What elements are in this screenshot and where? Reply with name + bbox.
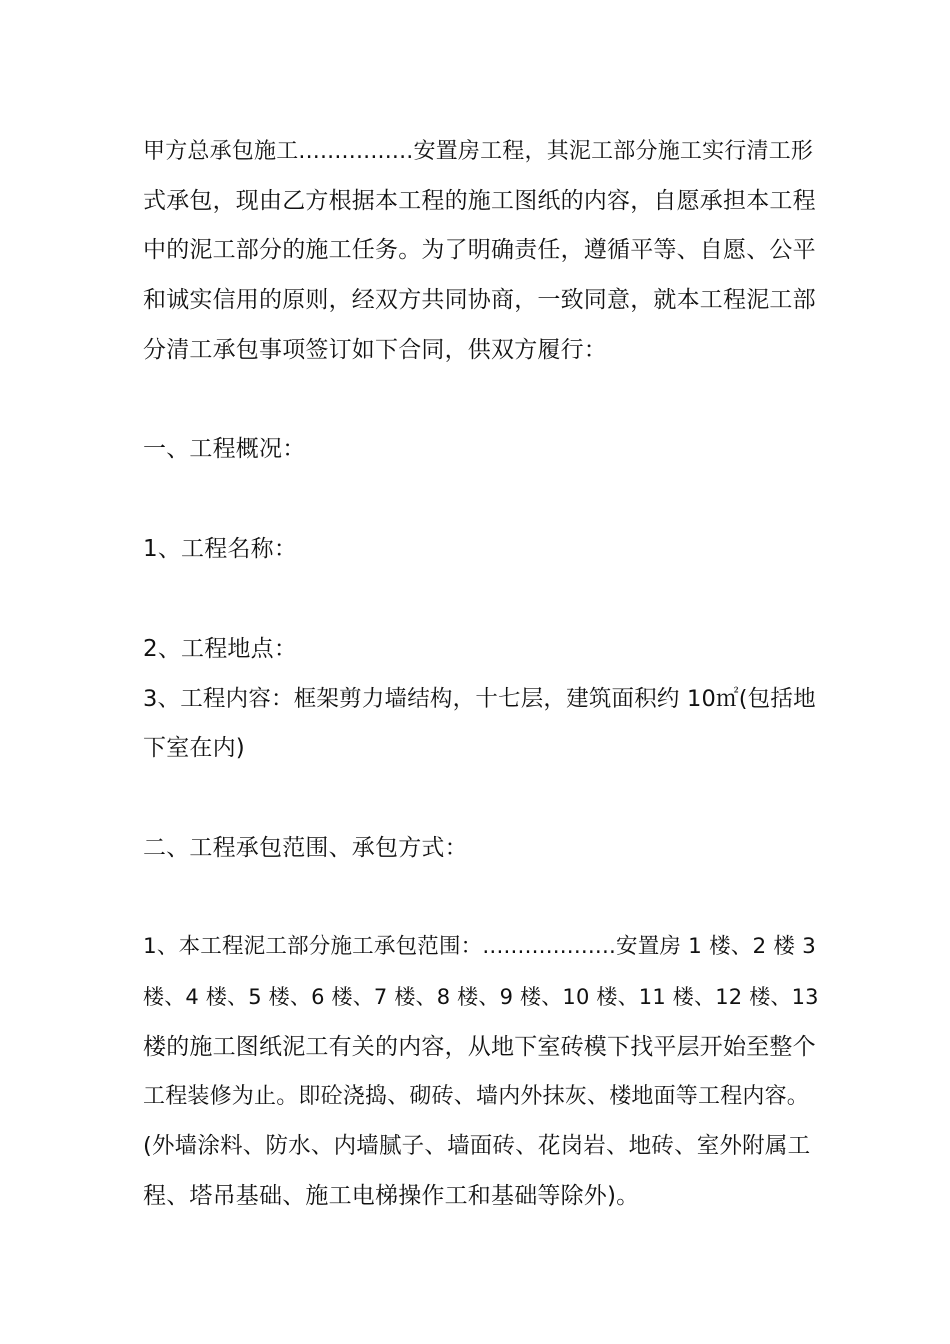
intro-line: 分清工承包事项签订如下合同，供双方履行： bbox=[143, 337, 607, 363]
content-line: 下室在内) bbox=[143, 735, 245, 761]
section-heading-overview: 一、工程概况： bbox=[143, 436, 306, 462]
scope-line: 程、塔吊基础、施工电梯操作工和基础等除外)。 bbox=[143, 1183, 640, 1209]
section-heading-scope: 二、工程承包范围、承包方式： bbox=[143, 835, 468, 861]
scope-line: (外墙涂料、防水、内墙腻子、墙面砖、花岗岩、地砖、室外附属工 bbox=[143, 1133, 811, 1159]
intro-line: 中的泥工部分的施工任务。为了明确责任，遵循平等、自愿、公平 bbox=[143, 237, 816, 263]
intro-line: 甲方总承包施工................安置房工程，其泥工部分施工实行清工形 bbox=[143, 139, 814, 164]
intro-line: 式承包，现由乙方根据本工程的施工图纸的内容，自愿承担本工程 bbox=[143, 188, 816, 214]
scope-line: 楼的施工图纸泥工有关的内容，从地下室砖模下找平层开始至整个 bbox=[143, 1034, 816, 1060]
content-line: 3、工程内容：框架剪力墙结构，十七层，建筑面积约 10㎡(包括地 bbox=[143, 686, 816, 712]
item-project-location: 2、工程地点： bbox=[143, 636, 298, 662]
scope-line: 楼、4 楼、5 楼、6 楼、7 楼、8 楼、9 楼、10 楼、11 楼、12 楼、13 bbox=[143, 985, 819, 1009]
scope-line: 工程装修为止。即砼浇捣、砌砖、墙内外抹灰、楼地面等工程内容。 bbox=[143, 1084, 810, 1109]
scope-line: 1、本工程泥工部分施工承包范围：...................安置房 1 楼、2 楼 3 bbox=[143, 934, 817, 959]
item-project-name: 1、工程名称： bbox=[143, 536, 298, 562]
intro-line: 和诚实信用的原则，经双方共同协商，一致同意，就本工程泥工部 bbox=[143, 287, 816, 313]
